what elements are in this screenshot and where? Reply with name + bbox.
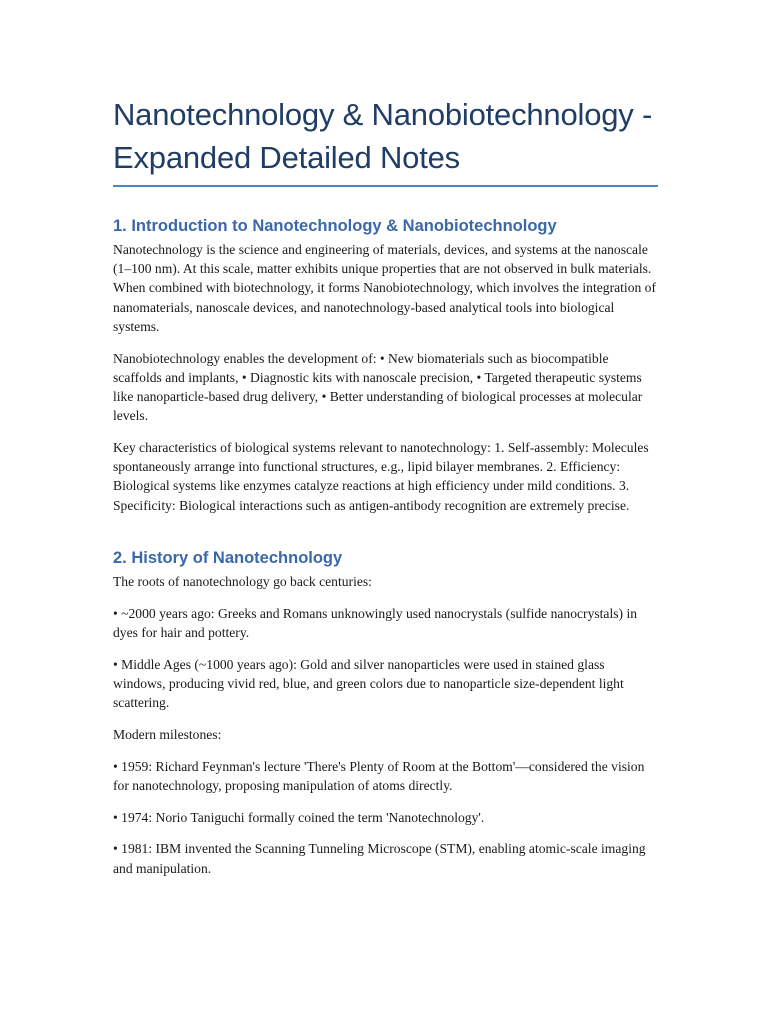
list-item: • 1959: Richard Feynman's lecture 'There's Plenty of Room at the Bottom'—considered the vision for nanotechnology, proposing manipulation of atoms directly. <box>113 758 645 793</box>
paragraph: Key characteristics of biological systems relevant to nanotechnology: 1. Self-assembly: Molecules spontaneously arrange into functional structures, e.g., lipid bilayer membranes. 2. Efficiency: Biological systems like enzymes catalyze reactions at high efficiency under mild conditions. 3. Specificity: Biological interactions such as antigen-antibody recognition are extremely precise. <box>113 440 649 513</box>
list-item: • 1981: IBM invented the Scanning Tunneling Microscope (STM), enabling atomic-scale imaging and manipulation. <box>113 841 646 876</box>
paragraph: The roots of nanotechnology go back centuries: <box>113 573 372 589</box>
list-item: • 1974: Norio Taniguchi formally coined the term 'Nanotechnology'. <box>113 809 485 825</box>
section-introduction <box>113 217 658 515</box>
section-heading: 1. Introduction to Nanotechnology & Nanobiotechnology <box>113 217 557 235</box>
list-item: • Middle Ages (~1000 years ago): Gold and silver nanoparticles were used in stained glass windows, producing vivid red, blue, and green colors due to nanoparticle size-dependent light scattering. <box>113 656 624 711</box>
section-heading: 2. History of Nanotechnology <box>113 548 343 567</box>
paragraph: Nanobiotechnology enables the development of: • New biomaterials such as biocompatible scaffolds and implants, • Diagnostic kits with nanoscale precision, • Targeted therapeutic systems like nanoparticle-based drug delivery, • Better understanding of biological processes at molecular levels. <box>113 350 643 424</box>
document-title: Nanotechnology & Nanobiotechnology - Expanded Detailed Notes <box>113 93 658 187</box>
paragraph: Modern milestones: <box>113 726 222 742</box>
paragraph: Nanotechnology is the science and engineering of materials, devices, and systems at the nanoscale (1–100 nm). At this scale, matter exhibits unique properties that are not observed in bulk materials. When combined with biotechnology, it forms Nanobiotechnology, which involves the integration of nanomaterials, nanoscale devices, and nanotechnology-based analytical tools into biological systems. <box>113 242 657 334</box>
document-page <box>113 93 658 890</box>
section-history <box>113 549 658 878</box>
list-item: • ~2000 years ago: Greeks and Romans unknowingly used nanocrystals (sulfide nanocrystals) in dyes for hair and pottery. <box>113 605 638 640</box>
